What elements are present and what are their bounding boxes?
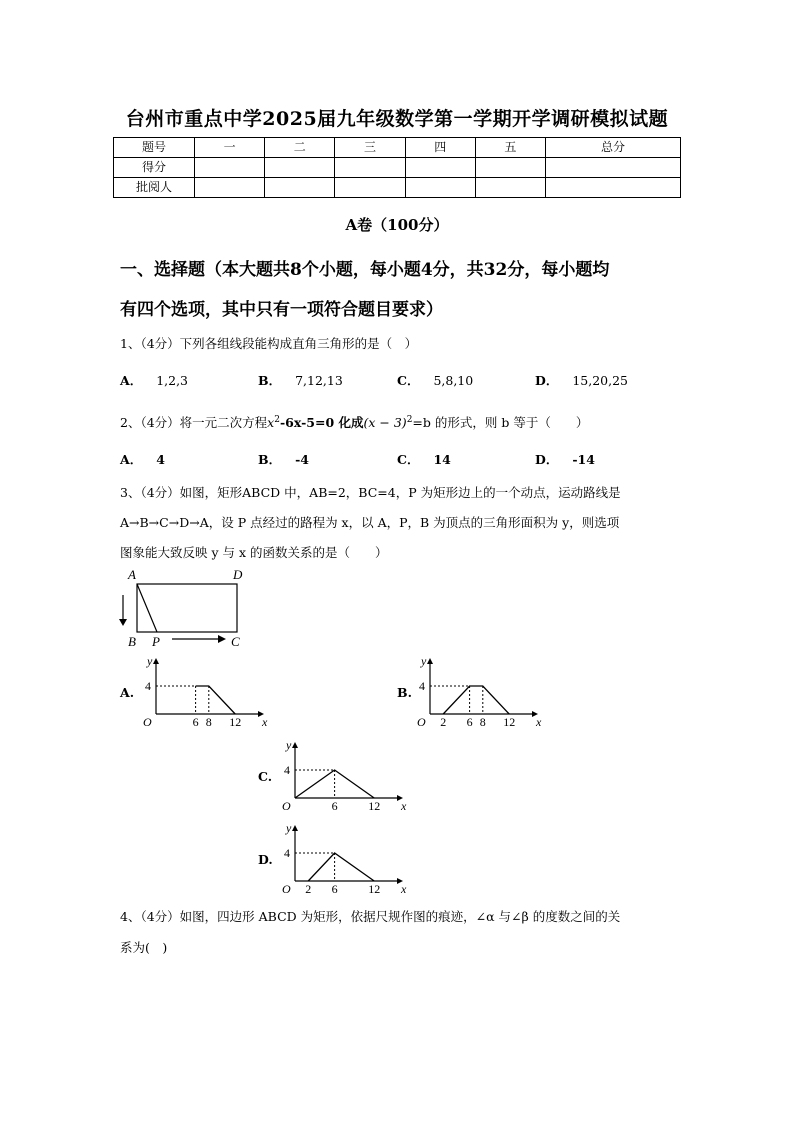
q2-var-x: x xyxy=(267,415,275,430)
q3-option-c-label: C. xyxy=(258,769,273,784)
q1-option-d xyxy=(535,371,628,389)
arrow-right-head xyxy=(218,635,226,643)
option-text: 4 xyxy=(156,452,165,467)
option-label: D． xyxy=(535,373,559,388)
point-label: D xyxy=(233,567,243,582)
table-cell xyxy=(546,158,681,178)
q2-exponent: 2 xyxy=(406,414,413,425)
function-line xyxy=(308,853,374,881)
point-label: C xyxy=(231,634,240,649)
table-cell: 总分 xyxy=(546,138,681,158)
origin-label: O xyxy=(417,715,426,726)
q1-stem: 1、（4分）下列各组线段能构成直角三角形的是（ ） xyxy=(120,336,418,351)
point-label: B xyxy=(128,634,136,649)
table-cell: 三 xyxy=(335,138,405,158)
table-row xyxy=(114,158,681,178)
y-axis-arrow xyxy=(292,742,298,748)
q3-stem-line1: 3、（4分）如图，矩形ABCD 中，AB=2，BC=4，P 为矩形边上的一个动点，运动路线是 xyxy=(120,485,621,500)
q1-option-b xyxy=(258,371,343,389)
option-text: -4 xyxy=(295,452,309,467)
y-axis-arrow xyxy=(153,658,159,664)
table-cell: 五 xyxy=(475,138,545,158)
q1-option-c xyxy=(397,371,473,389)
x-tick-label: 6 xyxy=(466,715,473,726)
function-line xyxy=(443,686,509,714)
page-title: 台州市重点中学2025届九年级数学第一学期开学调研模拟试题 xyxy=(125,108,669,130)
y-axis-arrow xyxy=(292,825,298,831)
option-label: C． xyxy=(397,452,420,467)
q2-option-d xyxy=(535,450,595,468)
option-label: B． xyxy=(258,373,282,388)
point-label: P xyxy=(152,634,160,649)
y-axis-label: y xyxy=(286,738,292,752)
q3-stem-line2: A→B→C→D→A，设 P 点经过的路程为 x，以 A，P，B 为顶点的三角形面积为 y，则选项 xyxy=(120,515,620,530)
table-cell: 得分 xyxy=(114,158,195,178)
origin-label: O xyxy=(282,799,291,810)
x-tick-label: 8 xyxy=(479,715,486,726)
table-cell xyxy=(265,158,335,178)
y-axis-label: y xyxy=(147,654,153,668)
q3-stem-line3: 图象能大致反映 y 与 x 的函数关系的是（ ） xyxy=(120,545,388,560)
rectangle-abcd xyxy=(137,584,237,632)
origin-label: O xyxy=(282,882,291,893)
table-cell: 二 xyxy=(265,138,335,158)
y-tick-label: 4 xyxy=(284,846,290,860)
table-row xyxy=(114,178,681,198)
x-tick-label: 12 xyxy=(368,882,381,893)
table-cell xyxy=(405,158,475,178)
q4-stem-line2: 系为( ) xyxy=(120,940,168,955)
q3-option-a-graph xyxy=(140,654,270,726)
option-text: 5,8,10 xyxy=(433,373,474,388)
x-tick-label: 12 xyxy=(503,715,516,726)
table-cell xyxy=(195,158,265,178)
option-text: 1,2,3 xyxy=(156,373,189,388)
x-axis-label: x xyxy=(536,715,542,726)
table-cell: 一 xyxy=(195,138,265,158)
table-cell xyxy=(335,178,405,198)
table-cell: 四 xyxy=(405,138,475,158)
segment-ap xyxy=(137,584,157,632)
option-text: 7,12,13 xyxy=(295,373,343,388)
x-axis-label: x xyxy=(262,715,268,726)
score-table-header xyxy=(114,138,681,158)
x-axis-label: x xyxy=(401,882,407,893)
option-text: 15,20,25 xyxy=(572,373,629,388)
x-axis-label: x xyxy=(401,799,407,810)
q1-option-a xyxy=(120,371,188,389)
option-label: A． xyxy=(120,373,143,388)
q3-option-d-graph xyxy=(279,821,409,893)
q2-stem-text: 2、（4分）将一元二次方程 xyxy=(120,415,268,430)
x-tick-label: 2 xyxy=(305,882,312,893)
option-text: -14 xyxy=(572,452,595,467)
q3-option-b-label: B. xyxy=(397,685,412,700)
table-cell xyxy=(195,178,265,198)
x-tick-label: 8 xyxy=(205,715,212,726)
q2-stem-tail: =b 的形式，则 b 等于（ ） xyxy=(412,415,589,430)
x-tick-label: 6 xyxy=(192,715,199,726)
q2-expression: (x − 3) xyxy=(363,415,407,430)
table-cell xyxy=(265,178,335,198)
y-axis-label: y xyxy=(286,821,292,835)
y-tick-label: 4 xyxy=(419,679,425,693)
q2-equation: -6x-5=0 化成 xyxy=(279,415,364,430)
q2-exponent: 2 xyxy=(274,414,280,425)
q2-option-a xyxy=(120,450,165,468)
q2-option-c xyxy=(397,450,451,468)
option-label: C． xyxy=(397,373,420,388)
table-cell xyxy=(475,178,545,198)
arrow-down-head xyxy=(119,619,127,626)
table-cell: 批阅人 xyxy=(114,178,195,198)
table-cell xyxy=(475,158,545,178)
table-cell xyxy=(546,178,681,198)
table-cell: 题号 xyxy=(114,138,195,158)
x-tick-label: 12 xyxy=(368,799,381,810)
q2-stem xyxy=(120,413,588,431)
section-heading-line1: 一、选择题（本大题共8个小题，每小题4分，共32分，每小题均 xyxy=(120,260,610,280)
y-axis-arrow xyxy=(427,658,433,664)
function-line xyxy=(196,686,236,714)
paper-section-a: A卷（100分） xyxy=(345,216,449,234)
table-cell xyxy=(335,158,405,178)
q3-option-b-graph xyxy=(414,654,544,726)
point-label: A xyxy=(128,567,136,582)
q4-stem-line1: 4、（4分）如图，四边形 ABCD 为矩形，依据尺规作图的痕迹，∠α 与∠β 的度数之间的关 xyxy=(120,909,621,924)
section-heading-line2: 有四个选项，其中只有一项符合题目要求） xyxy=(120,300,443,320)
q3-option-c-graph xyxy=(279,738,409,810)
origin-label: O xyxy=(143,715,152,726)
x-tick-label: 6 xyxy=(331,882,338,893)
q3-option-d-label: D. xyxy=(258,852,273,867)
q3-option-a-label: A. xyxy=(120,685,135,700)
y-tick-label: 4 xyxy=(145,679,151,693)
option-text: 14 xyxy=(433,452,451,467)
option-label: D． xyxy=(535,452,559,467)
y-axis-label: y xyxy=(421,654,427,668)
option-label: A． xyxy=(120,452,143,467)
x-tick-label: 2 xyxy=(440,715,447,726)
q2-option-b xyxy=(258,450,309,468)
score-table xyxy=(113,137,681,198)
x-tick-label: 6 xyxy=(331,799,338,810)
option-label: B． xyxy=(258,452,282,467)
table-cell xyxy=(405,178,475,198)
x-tick-label: 12 xyxy=(229,715,242,726)
rectangle-figure xyxy=(112,565,252,655)
y-tick-label: 4 xyxy=(284,763,290,777)
